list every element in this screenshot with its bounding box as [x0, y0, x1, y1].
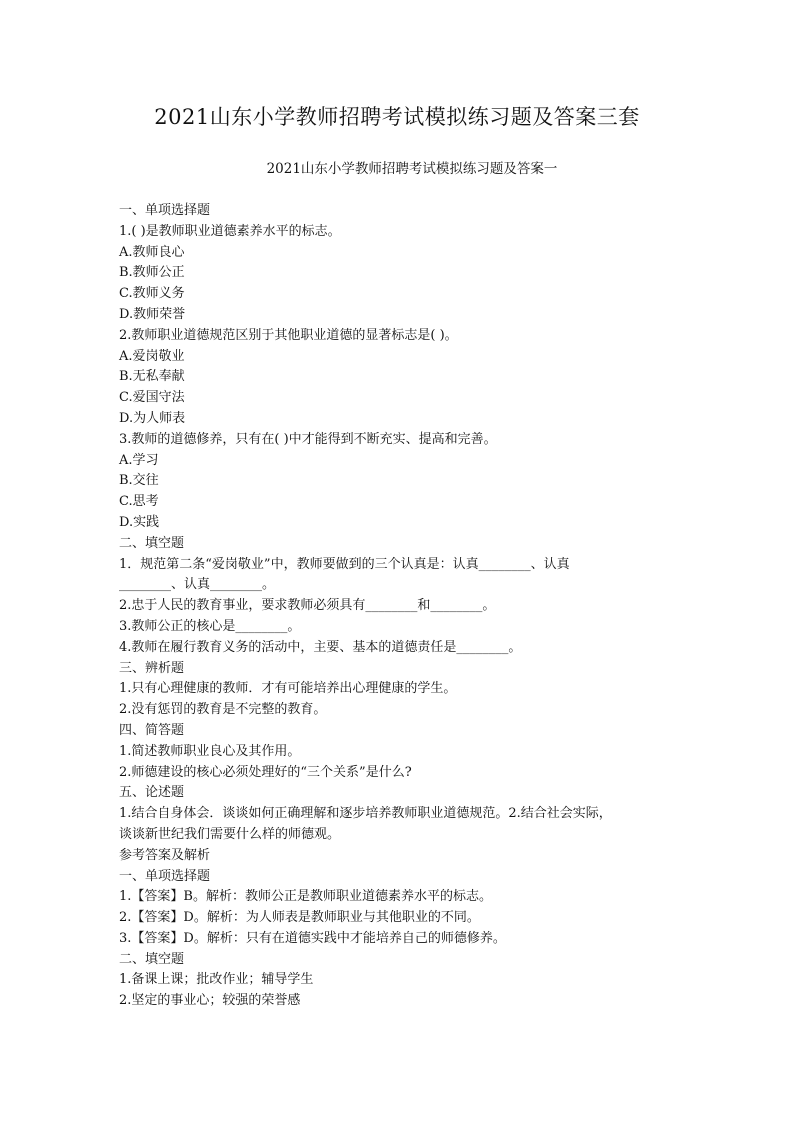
text-line: 谈谈新世纪我们需要什么样的师德观。 [119, 826, 341, 842]
text-line: 2.【答案】D。解析：为人师表是教师职业与其他职业的不同。 [119, 910, 480, 926]
text-line: 1.简述教师职业良心及其作用。 [119, 743, 301, 759]
text-line: 1.( )是教师职业道德素养水平的标志。 [119, 223, 341, 239]
text-line: 参考答案及解析 [119, 847, 211, 863]
text-line: D.教师荣誉 [119, 306, 186, 322]
text-line: B.交往 [119, 473, 159, 489]
text-line: 一、单项选择题 [119, 203, 211, 218]
text-line: 4.教师在履行教育义务的活动中，主要、基本的道德责任是________。 [119, 639, 522, 655]
text-line: A.教师良心 [119, 244, 185, 260]
text-line: C.思考 [119, 494, 159, 510]
text-line: 2.没有惩罚的教育是不完整的教育。 [119, 702, 327, 718]
text-line: 一、单项选择题 [119, 868, 211, 884]
text-line: 1.【答案】B。解析：教师公正是教师职业道德素养水平的标志。 [119, 889, 492, 905]
text-line: 二、填空题 [119, 951, 185, 967]
document-subtitle: 2021山东小学教师招聘考试模拟练习题及答案一 [266, 161, 558, 177]
text-line: B.无私奉献 [119, 369, 185, 385]
text-line: 1.备课上课；批改作业；辅导学生 [119, 972, 314, 988]
text-line: C.爱国守法 [119, 390, 185, 406]
text-line: 四、简答题 [119, 722, 185, 738]
text-line: A.爱岗敬业 [119, 348, 185, 364]
text-line: 2.师德建设的核心必须处理好的“三个关系”是什么? [119, 764, 412, 780]
text-line: ________、认真________。 [119, 577, 276, 593]
text-line: 2.教师职业道德规范区别于其他职业道德的显著标志是( )。 [119, 327, 458, 343]
text-line: 1.结合自身体会．谈谈如何正确理解和逐步培养教师职业道德规范。2.结合社会实际， [119, 806, 612, 822]
text-line: 三、辨析题 [119, 660, 185, 676]
document-title: 2021山东小学教师招聘考试模拟练习题及答案三套 [154, 105, 640, 129]
text-line: 2.忠于人民的教育事业，要求教师必须具有________和________。 [119, 598, 496, 614]
text-line: D.为人师表 [119, 410, 186, 426]
text-line: 1.只有心理健康的教师．才有可能培养出心理健康的学生。 [119, 681, 457, 697]
text-line: A.学习 [119, 452, 159, 468]
text-line: 2.坚定的事业心；较强的荣誉感 [119, 993, 301, 1009]
text-line: 3.教师公正的核心是________。 [119, 618, 301, 634]
text-line: 1．规范第二条“爱岗敬业”中，教师要做到的三个认真是：认真________、认真 [119, 556, 570, 572]
text-line: C.教师义务 [119, 286, 185, 302]
document-body [119, 201, 639, 1012]
text-line: 3.教师的道德修养，只有在( )中才能得到不断充实、提高和完善。 [119, 431, 497, 447]
text-line: 二、填空题 [119, 535, 185, 551]
text-line: D.实践 [119, 514, 160, 530]
text-line: 3.【答案】D。解析：只有在道德实践中才能培养自己的师德修养。 [119, 930, 506, 946]
text-line: B.教师公正 [119, 265, 185, 281]
text-line: 五、论述题 [119, 785, 185, 801]
